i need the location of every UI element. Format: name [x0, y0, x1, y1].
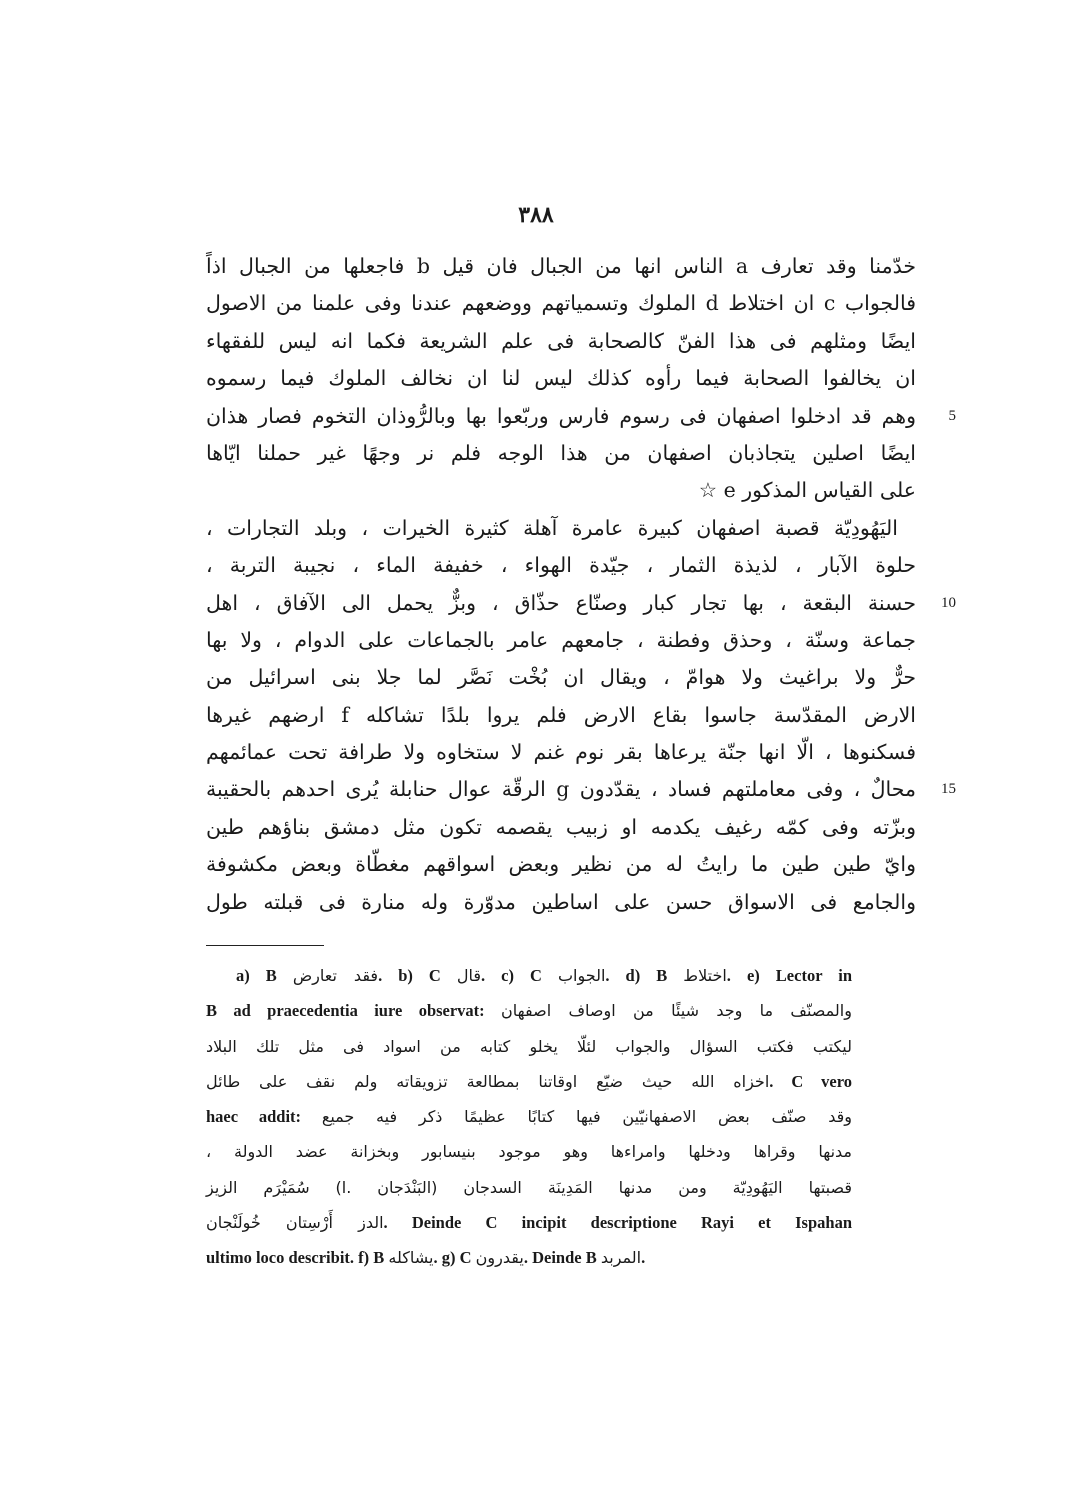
- footnotes-block: [206, 958, 852, 1276]
- text-line: [206, 248, 916, 285]
- text-line: [206, 285, 916, 322]
- text-line-content: حلوة الآبار ، لذيذة الثمار ، جيّدة الهواء ، خفيفة الماء ، نجيبة التربة ،: [206, 553, 916, 578]
- text-line-content: الارض المقدّسة جاسوا بقاع الارض فلم يروا بلدًا تشاكله f ارضهم غيرها: [206, 702, 916, 727]
- footnote-latin-text: a) B: [236, 966, 293, 985]
- footnote-arabic-text: الدز أَرْسِتان خُولَنْجان: [206, 1213, 384, 1233]
- text-line-content: وايّ طين طين ما رايتُ له من نظير وبعض اسواقهم مغطّاة وبعض مكشوفة: [206, 852, 916, 877]
- text-line-content: فسكنوها ، الّا انها جنّة يرعاها بقر نوم غنم لا ستخاوه ولا طرافة تحت عمائمهم: [206, 740, 916, 765]
- footnote-line: [206, 1170, 852, 1205]
- text-line-content: على القياس المذكور e ☆: [698, 478, 916, 503]
- text-line: [206, 846, 916, 883]
- footnote-latin-text: .: [641, 1248, 646, 1268]
- text-line: [206, 809, 916, 846]
- text-line-content: محالٌ ، وفى معاملتهم فساد ، يقدّدون g الرقّة عوال حنابلة يُرى احدهم بالحقيبة: [206, 777, 916, 802]
- footnote-arabic-text: اختلاط: [683, 966, 727, 985]
- text-line: [206, 734, 916, 771]
- text-line: [206, 622, 916, 659]
- footnote-line: [206, 1099, 852, 1134]
- text-line-content: حرٌّ ولا براغيث ولا هوامّ ، ويقال ان بُخْت نَصَّر لما جلا بنى اسرائيل من: [206, 665, 916, 690]
- footnote-separator: [206, 945, 324, 946]
- footnote-line: [206, 993, 852, 1028]
- text-line: [206, 884, 916, 921]
- text-line: [206, 659, 916, 696]
- text-line: [206, 697, 916, 734]
- footnote-arabic-text: يقدرون: [475, 1248, 524, 1268]
- footnote-arabic-text: والمصنّف ما وجد شيئًا من اوصاف اصفهان: [501, 1001, 852, 1021]
- footnote-arabic-text: ليكتب فكتب السؤال والجواب لئلّا يخلو كتابه من اسواد فى مثل تلك البلاد: [206, 1036, 852, 1056]
- text-line-content: اليَهُودِيّة قصبة اصفهان كبيرة عامرة آهلة كثيرة الخيرات ، وبلد التجارات ،: [206, 515, 898, 540]
- page-number: ٣٨٨: [518, 202, 554, 228]
- footnote-arabic-text: وقد صنّف بعض الاصفهانيّين فيها كتابًا عظيمًا ذكر فيه جميع: [321, 1107, 852, 1127]
- footnote-latin-text: . Deinde C incipit descriptione Rayi et Ispahan: [383, 1213, 853, 1233]
- footnote-line: [206, 1240, 852, 1275]
- footnote-arabic-text: قصبتها اليَهُودِيّة ومن مدنها المَدِينَة السدجان (البَنْدَجان .l) سُمَيْرَم الزيز: [206, 1177, 852, 1197]
- text-line: [206, 323, 916, 360]
- footnote-latin-text: . e) Lector in: [726, 966, 853, 985]
- footnote-latin-text: B ad praecedentia iure observat:: [206, 1001, 502, 1021]
- text-line-content: وهم قد ادخلوا اصفهان فى رسوم فارس وربّعوا بها وبالرُّوذان التخوم فصار هذان: [206, 403, 916, 428]
- footnote-line: [206, 1205, 852, 1240]
- footnote-latin-text: . g) C: [433, 1248, 476, 1268]
- footnote-arabic-text: قال: [456, 966, 482, 985]
- footnote-arabic-text: المربد: [600, 1248, 642, 1268]
- footnote-arabic-text: الجواب: [557, 966, 606, 985]
- text-line: [206, 360, 916, 397]
- text-line-content: خدّمنا وقد تعارف a الناس انها من الجبال فان قيل b فاجعلها من الجبال اذاً: [206, 254, 916, 278]
- footnote-latin-text: . C vero: [769, 1071, 853, 1091]
- text-line: [206, 771, 956, 808]
- text-line: [206, 585, 956, 622]
- text-line-content: والجامع فى الاسواق حسن على اساطين مدوّرة وله منارة فى قبلته طول: [206, 889, 916, 914]
- text-line-content: حسنة البقعة ، بها تجار كبار وصنّاع حذّاق ، وبزٌّ يحمل الى الآفاق ، اهل: [206, 590, 916, 615]
- line-number: 10: [941, 594, 956, 611]
- text-line: [206, 435, 916, 472]
- text-line-content: ايضًا اصلين يتجاذبان اصفهان من هذا الوجه فلم نر وجهًا غير حملنا ايّاها: [206, 440, 916, 465]
- text-line-content: ايضًا ومثلهم فى هذا الفنّ كالصحابة فى علم الشريعة فكما انه ليس للفقهاء: [206, 328, 916, 353]
- text-line-content: فالجواب c ان اختلاط d الملوك وتسمياتهم ووضعهم عندنا وفى علمنا من الاصول: [206, 291, 916, 316]
- footnote-line: [206, 1029, 852, 1064]
- text-line: [206, 510, 916, 547]
- footnote-arabic-text: اخزاه الله حيث ضيّع اوقاتنا بمطالعة تزويقاته ولم نقف على طائل: [206, 1071, 770, 1091]
- footnote-arabic-text: مدنها وقراها ودخلها وامراءها وهو موجود بنيسابور وبخزانة عضد الدولة ،: [206, 1142, 852, 1162]
- text-line-content: وبزّته وفى كمّه رغيف يكدمه او زبيب يقصمه تكون مثل دمشق بناؤهم طين: [206, 814, 916, 839]
- line-number: 5: [948, 407, 956, 424]
- footnote-line: [206, 1064, 852, 1099]
- footnote-line: [206, 1134, 852, 1169]
- text-line-content: جماعة وسنّة ، وحذق وفطنة ، جامعهم عامر بالجماعات على الدوام ، ولا بها: [206, 627, 916, 652]
- footnote-line: [206, 958, 852, 993]
- text-line-content: ان يخالفوا الصحابة فيما رأوه كذلك ليس لنا ان نخالف الملوك فيما رسموه: [206, 366, 916, 391]
- footnote-latin-text: haec addit:: [206, 1107, 322, 1127]
- footnote-arabic-text: فقد تعارض: [292, 966, 379, 985]
- footnote-latin-text: . d) B: [605, 966, 684, 985]
- text-line: [206, 398, 956, 435]
- footnote-latin-text: . Deinde B: [523, 1248, 601, 1268]
- line-number: 15: [941, 781, 956, 798]
- text-line: [206, 547, 916, 584]
- footnote-latin-text: . b) C: [378, 966, 457, 985]
- footnote-arabic-text: يشاكله: [388, 1248, 434, 1268]
- footnote-latin-text: . c) C: [481, 966, 558, 985]
- footnote-latin-text: ultimo loco describit. f) B: [206, 1248, 389, 1268]
- text-line: [206, 472, 916, 509]
- main-text-block: [206, 248, 956, 921]
